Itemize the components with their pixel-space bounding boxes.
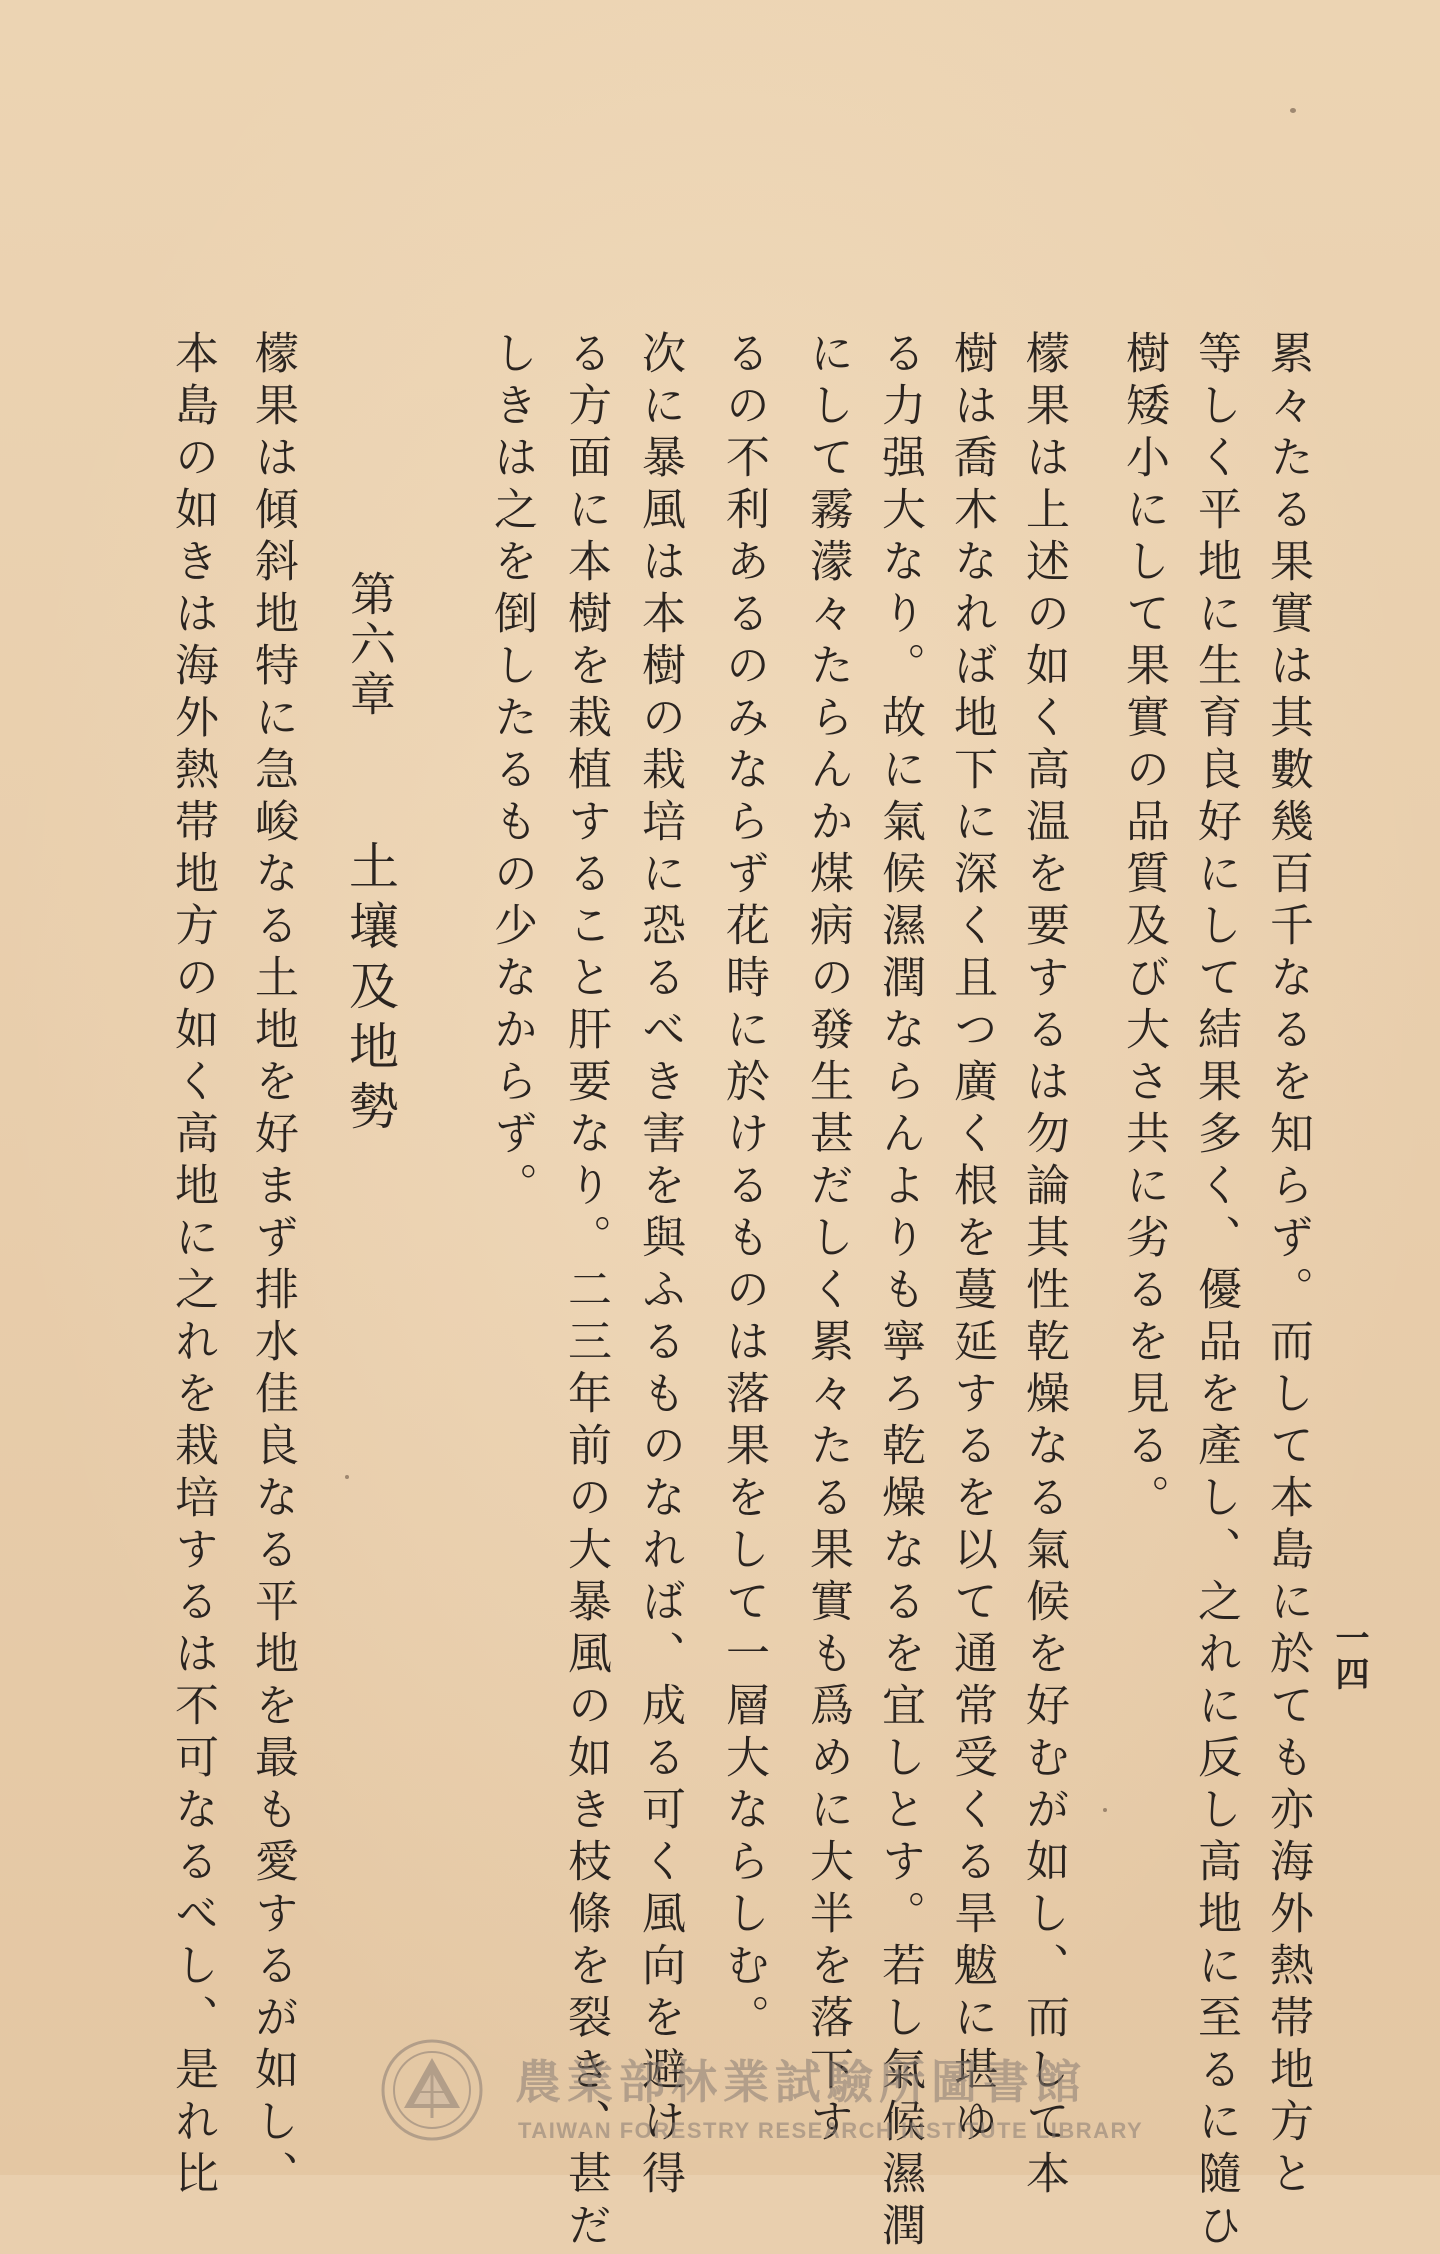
body-text-column: にして霧濛々たらんか煤病の發生甚だしく累々たる果實も爲めに大半を落下す: [802, 330, 853, 2150]
paper-speck: [1103, 1808, 1107, 1812]
watermark-subtitle: TAIWAN FORESTRY RESEARCH INSTITUTE LIBRARY: [518, 2118, 1144, 2143]
body-text-column: 累々たる果實は其數幾百千なるを知らず。而して本島に於ても亦海外熱帯地方と: [1262, 330, 1313, 2202]
paper-speck: [1290, 108, 1296, 113]
body-text-column: しきは之を倒したるもの少なからず。: [486, 330, 537, 1214]
body-text-column: 樹は喬木なれば地下に深く且つ廣く根を蔓延するを以て通常受くる旱魃に堪ゆ: [946, 330, 997, 2150]
body-text-column: 等しく平地に生育良好にして結果多く、優品を產し、之れに反し高地に至るに隨ひ: [1190, 330, 1241, 2254]
watermark-title: 農業部林業試驗所圖書館: [515, 2055, 1087, 2109]
chapter-number: 第六章: [343, 570, 397, 720]
library-watermark: [380, 2038, 1144, 2158]
body-text-column: 次に暴風は本樹の栽培に恐るべき害を與ふるものなれば、成る可く風向を避け得: [634, 330, 685, 2202]
chapter-title: 土壤及地勢: [341, 840, 399, 1140]
body-text-column: 檬果は傾斜地特に急峻なる土地を好まず排水佳良なる平地を最も愛するが如し、: [247, 330, 298, 2202]
forestry-institute-emblem: [380, 2038, 484, 2142]
body-text-column: る方面に本樹を栽植すること肝要なり。二三年前の大暴風の如き枝條を裂き、甚だ: [560, 330, 611, 2254]
chapter-heading: [341, 570, 399, 1140]
body-text-column: 本島の如きは海外熱帯地方の如く高地に之れを栽培するは不可なるべし、是れ比: [167, 330, 218, 2202]
paper-speck: [345, 1475, 349, 1479]
body-text-column: 樹矮小にして果實の品質及び大さ共に劣るを見る。: [1118, 330, 1169, 1526]
body-text-column: 檬果は上述の如く高温を要するは勿論其性乾燥なる氣候を好むが如し、而して本: [1018, 330, 1069, 2202]
body-text-column: るの不利あるのみならず花時に於けるものは落果をして一層大ならしむ。: [718, 330, 769, 2046]
body-text-column: る力强大なり。故に氣候濕潤ならんよりも寧ろ乾燥なるを宜しとす。若し氣候濕潤: [874, 330, 925, 2254]
page-number: 一四: [1329, 1620, 1369, 1692]
